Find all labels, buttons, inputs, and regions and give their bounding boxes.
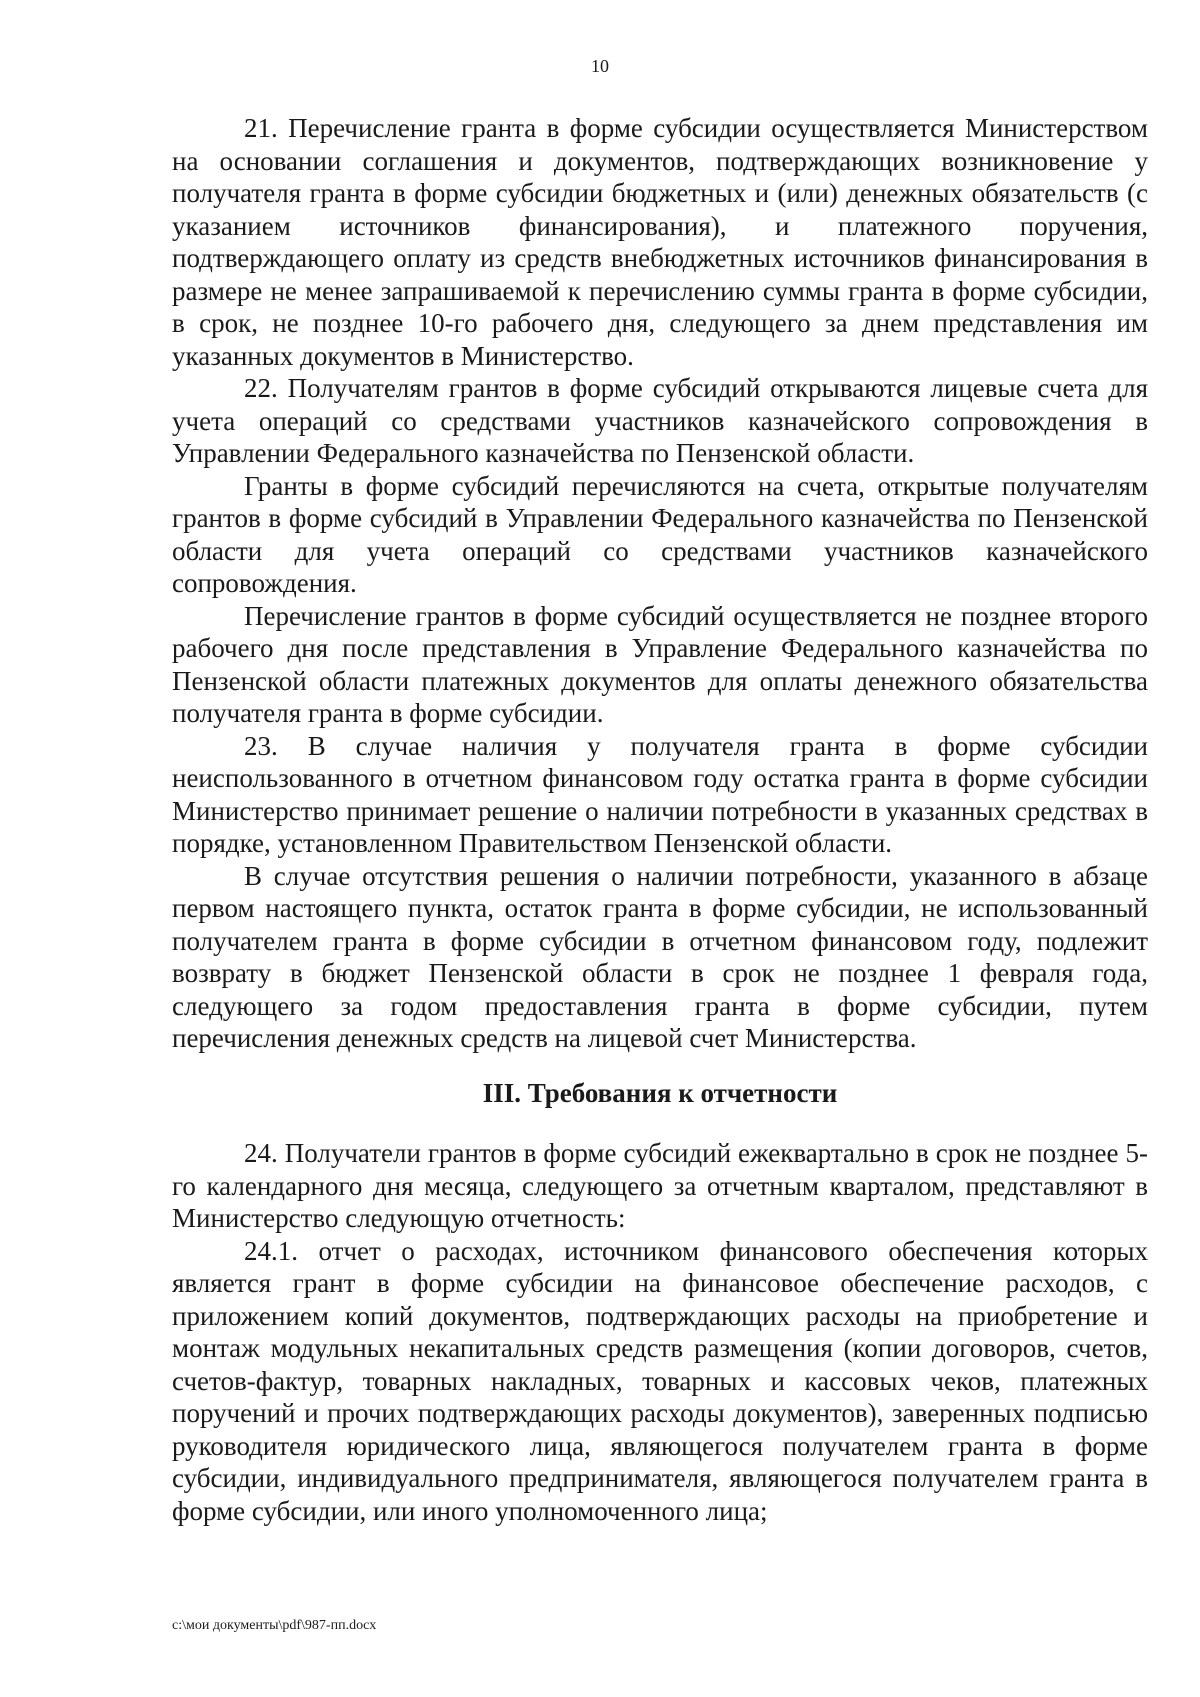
section-heading: III. Требования к отчетности	[482, 1077, 838, 1108]
paragraph-24-1: 24.1. отчет о расходах, источником финансового обеспечения которых является грант в форме субсидии на финансовое обеспечение расходов, с приложением копий документов, подтверждающих расходы на приобретение и монтаж модульных некапитальных средств размещения (копии договоров, счетов, счетов-фактур, товарных накладных, товарных и кассовых чеков, платежных поручений и прочих подтверждающих расходы документов), заверенных подписью руководителя юридического лица, являющегося получателем гранта в форме субсидии, индивидуального предпринимателя, являющегося получателем гранта в форме субсидии, или иного уполномоченного лица;	[172, 1235, 1148, 1526]
footer-file-path: c:\мои документы\pdf\987-пп.docx	[172, 1618, 377, 1633]
paragraph-21: 21. Перечисление гранта в форме субсидии осуществляется Министерством на основании соглашения и документов, подтверждающих возникновение у получателя гранта в форме субсидии бюджетных и (или) денежных обязательств (с указанием источников финансирования), и платежного поручения, подтверждающего оплату из средств внебюджетных источников финансирования в размере не менее запрашиваемой к перечислению суммы гранта в форме субсидии, в срок, не позднее 10-го рабочего дня, следующего за днем представления им указанных документов в Министерство.	[172, 113, 1148, 371]
paragraph-23-return: В случае отсутствия решения о наличии потребности, указанного в абзаце первом настоящего пункта, остаток гранта в форме субсидии, не использованный получателем гранта в форме субсидии в отчетном финансовом году, подлежит возврату в бюджет Пензенской области в срок не позднее 1 февраля года, следующего за годом предоставления гранта в форме субсидии, путем перечисления денежных средств на лицевой счет Министерства.	[172, 860, 1148, 1053]
paragraph-22-transfer: Перечисление грантов в форме субсидий осуществляется не позднее второго рабочего дня после представления в Управление Федерального казначейства по Пензенской области платежных документов для оплаты денежного обязательства получателя гранта в форме субсидии.	[172, 600, 1148, 728]
document-body	[172, 112, 1148, 1527]
paragraph-22: 22. Получателям грантов в форме субсидий открываются лицевые счета для учета операций со средствами участников казначейского сопровождения в Управлении Федерального казначейства по Пензенской области.	[172, 373, 1148, 468]
page-number: 10	[591, 56, 609, 76]
paragraph-23: 23. В случае наличия у получателя гранта в форме субсидии неиспользованного в отчетном финансовом году остатка гранта в форме субсидии Министерство принимает решение о наличии потребности в указанных средствах в порядке, установленном Правительством Пензенской области.	[172, 730, 1148, 858]
paragraph-24: 24. Получатели грантов в форме субсидий ежеквартально в срок не позднее 5-го календарного дня месяца, следующего за отчетным кварталом, представляют в Министерство следующую отчетность:	[172, 1138, 1148, 1233]
paragraph-22-grants: Гранты в форме субсидий перечисляются на счета, открытые получателям грантов в форме субсидий в Управлении Федерального казначейства по Пензенской области для учета операций со средствами участников казначейского сопровождения.	[172, 470, 1148, 598]
